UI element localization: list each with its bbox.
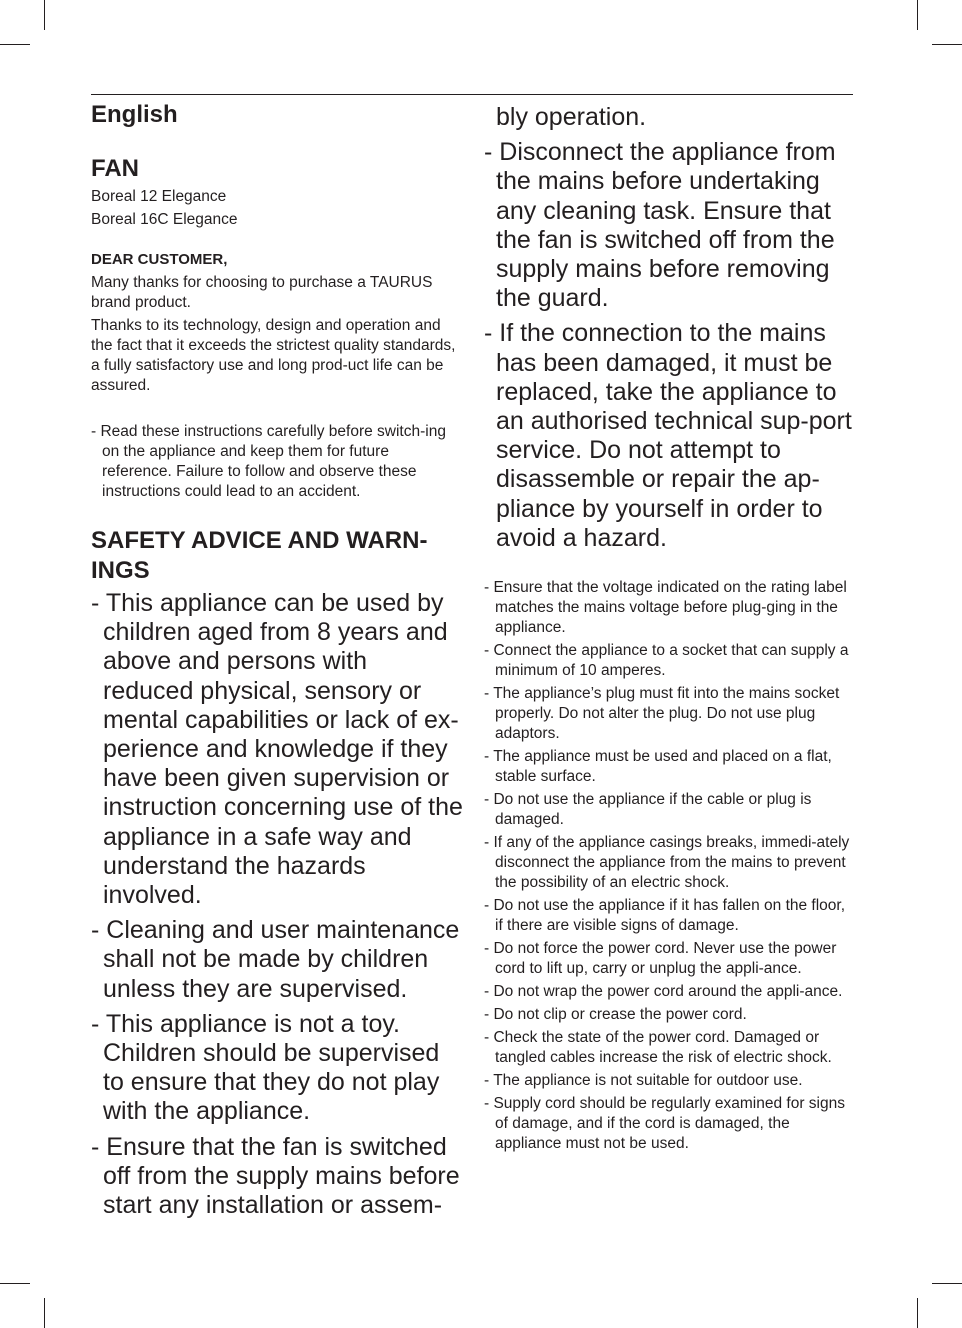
right-column <box>484 100 856 1157</box>
crop-mark <box>932 44 962 45</box>
warning-item: - Do not use the appliance if it has fallen on the floor, if there are visible signs of damage. <box>484 897 846 935</box>
model-name: Boreal 16C Elegance <box>91 211 238 228</box>
intro-paragraph: Many thanks for choosing to purchase a TAURUS brand product. <box>91 274 433 311</box>
left-column <box>91 100 463 1226</box>
crop-mark <box>917 1298 918 1328</box>
safety-item: - Disconnect the appliance from the mains before undertaking any cleaning task. Ensure that the fan is switched off from the supply mains before removing the guard. <box>484 138 836 313</box>
model-name: Boreal 12 Elegance <box>91 188 227 205</box>
warning-item: - Ensure that the voltage indicated on the rating label matches the mains voltage before plug-ging in the appliance. <box>484 579 847 637</box>
safety-item: - Cleaning and user maintenance shall not be made by children unless they are supervised. <box>91 916 460 1003</box>
product-title: FAN <box>91 155 139 182</box>
warning-item: - Check the state of the power cord. Damaged or tangled cables increase the risk of electric shock. <box>484 1029 832 1067</box>
warning-item: - If any of the appliance casings breaks, immedi-ately disconnect the appliance from the mains to prevent the possibility of an electric shock. <box>484 834 850 892</box>
crop-mark <box>44 1298 45 1328</box>
warning-item: - Do not clip or crease the power cord. <box>484 1006 747 1024</box>
safety-item: - This appliance can be used by children aged from 8 years and above and persons with reduced physical, sensory or mental capabilities or lack of ex-perience and knowledge if they have been given supervision or instruction concerning use of the appliance in a safe way and understand the hazards involved. <box>91 589 463 910</box>
safety-item: - Ensure that the fan is switched off from the supply mains before start any installation or assem- <box>91 1132 460 1220</box>
greeting: DEAR CUSTOMER, <box>91 251 228 268</box>
model-list <box>91 185 463 231</box>
safety-list-continued <box>484 138 856 553</box>
warning-item: - Do not force the power cord. Never use the power cord to lift up, carry or unplug the appli-ance. <box>484 940 837 978</box>
read-note: - Read these instructions carefully before switch-ing on the appliance and keep them for future reference. Failure to follow and observe these instructions could lead to an accident. <box>91 423 446 500</box>
read-note-list <box>91 422 463 502</box>
warning-item: - The appliance’s plug must fit into the mains socket properly. Do not alter the plug. Do not use plug adaptors. <box>484 685 840 743</box>
crop-mark <box>0 1283 30 1284</box>
warnings-list <box>484 578 856 1154</box>
warning-item: - Do not wrap the power cord around the appli-ance. <box>484 983 843 1001</box>
crop-mark <box>917 0 918 30</box>
warning-item: - Connect the appliance to a socket that can supply a minimum of 10 amperes. <box>484 642 849 680</box>
crop-mark <box>932 1283 962 1284</box>
warning-item: - The appliance is not suitable for outdoor use. <box>484 1072 803 1090</box>
crop-mark <box>0 44 30 45</box>
language-label: English <box>91 101 178 128</box>
safety-item-continuation: bly operation. <box>496 103 647 131</box>
safety-item: - This appliance is not a toy. Children should be supervised to ensure that they do not play with the appliance. <box>91 1009 440 1126</box>
intro-paragraph: Thanks to its technology, design and operation and the fact that it exceeds the strictest quality standards, a fully satisfactory use and long prod-uct life can be assured. <box>91 317 456 394</box>
safety-item: - If the connection to the mains has been damaged, it must be replaced, take the appliance to an authorised technical sup-port service. Do not attempt to disassemble or repair the ap-pliance by yourself in order to avoid a hazard. <box>484 319 852 552</box>
safety-heading: SAFETY ADVICE AND WARN-INGS <box>91 527 428 584</box>
warning-item: - Supply cord should be regularly examined for signs of damage, and if the cord is damaged, the appliance must not be used. <box>484 1095 845 1153</box>
safety-list <box>91 589 463 1220</box>
header-rule <box>91 94 853 95</box>
warning-item: - The appliance must be used and placed on a flat, stable surface. <box>484 748 832 786</box>
warning-item: - Do not use the appliance if the cable or plug is damaged. <box>484 791 812 829</box>
crop-mark <box>44 0 45 30</box>
